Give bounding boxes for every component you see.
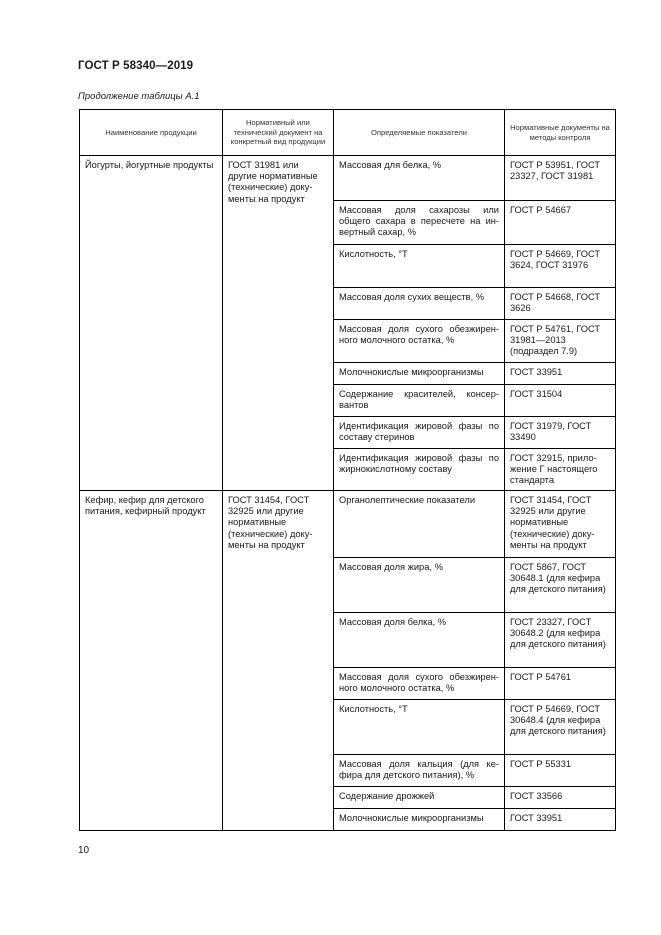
indicator-cell: Содержание красителей, консер-вантов	[334, 385, 505, 417]
method-cell: ГОСТ 32915, прило-жение Г настоящего стандарта	[505, 449, 616, 491]
document-header: ГОСТ Р 58340—2019	[78, 60, 194, 72]
method-cell: ГОСТ Р 54669, ГОСТ 30648.4 (для кефира для детского питания)	[505, 700, 616, 755]
product-name-cell: Кефир, кефир для детского питания, кефирный продукт	[80, 491, 223, 831]
table-caption: Продолжение таблицы А.1	[78, 91, 200, 102]
column-header-control-methods: Нормативные документы на методы контроля	[505, 110, 616, 156]
method-cell: ГОСТ 5867, ГОСТ 30648.1 (для кефира для детского питания)	[505, 558, 616, 613]
table-header-row	[80, 110, 616, 156]
product-name-cell: Йогурты, йогуртные продукты	[80, 156, 223, 491]
method-cell: ГОСТ 23327, ГОСТ 30648.2 (для кефира для детского питания)	[505, 613, 616, 668]
indicator-cell: Массовая доля сахарозы или общего сахара в пересчете на ин-вертный сахар, %	[334, 201, 505, 245]
table-row	[80, 491, 616, 558]
indicator-cell: Массовая доля сухих веществ, %	[334, 288, 505, 320]
indicator-cell: Массовая доля жира, %	[334, 558, 505, 613]
table-row	[80, 156, 616, 201]
column-header-product: Наименование продукции	[80, 110, 223, 156]
indicator-cell: Массовая доля сухого обезжирен-ного молочного остатка, %	[334, 668, 505, 700]
indicator-cell: Массовая доля сухого обезжирен-ного молочного остатка, %	[334, 320, 505, 363]
indicator-cell: Кислотность, °Т	[334, 700, 505, 755]
indicator-cell: Массовая для белка, %	[334, 156, 505, 201]
method-cell: ГОСТ 31504	[505, 385, 616, 417]
method-cell: ГОСТ 31979, ГОСТ 33490	[505, 417, 616, 449]
method-cell: ГОСТ Р 54761, ГОСТ 31981—2013 (подраздел 7.9)	[505, 320, 616, 363]
method-cell: ГОСТ 33951	[505, 809, 616, 831]
normative-document-cell: ГОСТ 31454, ГОСТ 32925 или другие нормативные (технические) доку-менты на продукт	[223, 491, 334, 831]
indicator-cell: Массовая доля кальция (для ке-фира для детского питания), %	[334, 755, 505, 787]
method-cell: ГОСТ Р 54669, ГОСТ 3624, ГОСТ 31976	[505, 245, 616, 288]
method-cell: ГОСТ Р 54668, ГОСТ 3626	[505, 288, 616, 320]
normative-document-cell: ГОСТ 31981 или другие нормативные (технические) доку-менты на продукт	[223, 156, 334, 491]
method-cell: ГОСТ 33566	[505, 787, 616, 809]
column-header-indicators: Определяемые показатели	[334, 110, 505, 156]
indicator-cell: Массовая доля белка, %	[334, 613, 505, 668]
products-table	[79, 109, 616, 831]
method-cell: ГОСТ Р 55331	[505, 755, 616, 787]
indicator-cell: Органолептические показатели	[334, 491, 505, 558]
column-header-normative-document: Нормативный или технический документ на конкретный вид продукции	[223, 110, 334, 156]
method-cell: ГОСТ 33951	[505, 363, 616, 385]
method-cell: ГОСТ Р 53951, ГОСТ 23327, ГОСТ 31981	[505, 156, 616, 201]
page-number: 10	[78, 845, 90, 856]
indicator-cell: Молочнокислые микроорганизмы	[334, 363, 505, 385]
indicator-cell: Молочнокислые микроорганизмы	[334, 809, 505, 831]
indicator-cell: Содержание дрожжей	[334, 787, 505, 809]
indicator-cell: Идентификация жировой фазы по жирнокислотному составу	[334, 449, 505, 491]
method-cell: ГОСТ Р 54667	[505, 201, 616, 245]
method-cell: ГОСТ Р 54761	[505, 668, 616, 700]
indicator-cell: Кислотность, °Т	[334, 245, 505, 288]
method-cell: ГОСТ 31454, ГОСТ 32925 или другие нормативные (технические) доку-менты на продукт	[505, 491, 616, 558]
indicator-cell: Идентификация жировой фазы по составу стеринов	[334, 417, 505, 449]
